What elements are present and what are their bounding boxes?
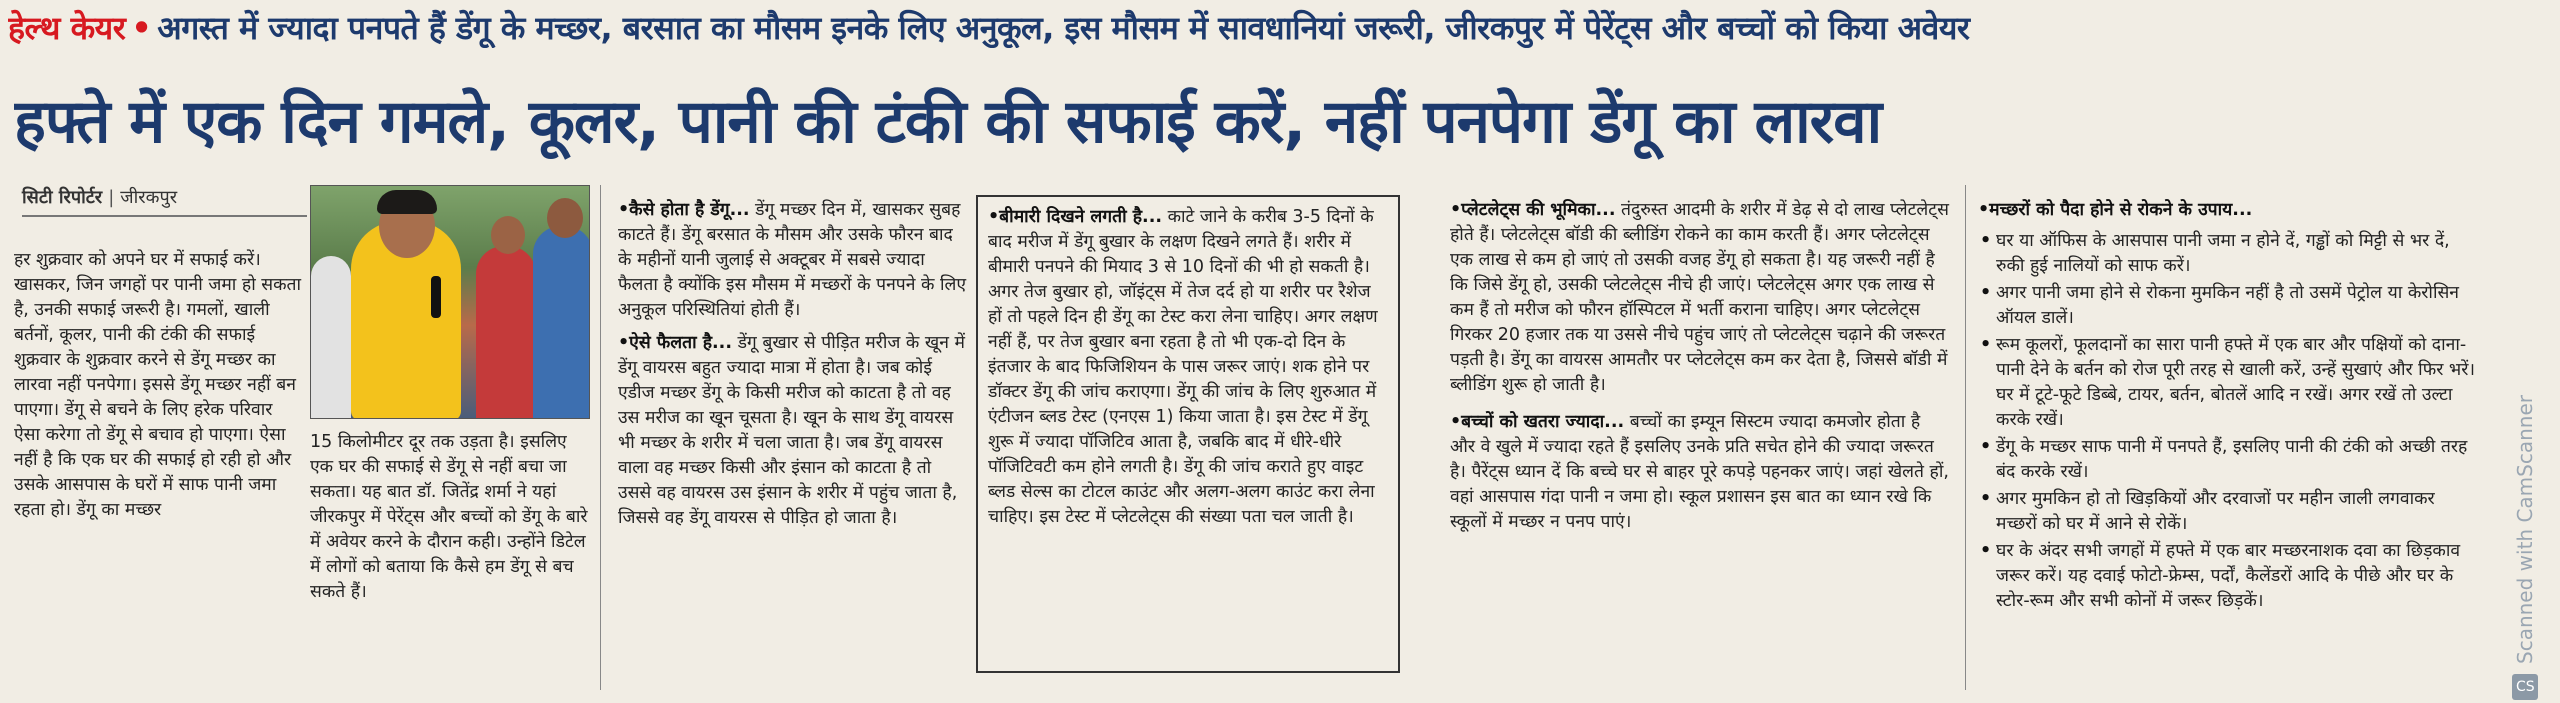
photo-child: [476, 246, 536, 419]
photo-child: [533, 226, 590, 419]
section-children: [1450, 410, 1950, 535]
section-title: •बच्चों को खतरा ज्यादा...: [1450, 412, 1625, 432]
section-title: •प्लेटलेट्स की भूमिका...: [1450, 200, 1616, 220]
section-text: बच्चों का इम्यून सिस्टम ज्यादा कमजोर होता है और वे खुले में ज्यादा रहते हैं इसलिए उनके प्रति सचेत होने की ज्यादा जरूरत है। पैरेंट्स ध्यान दें कि बच्चे घर से बाहर पूरे कपड़े पहनकर जाएं। जहां खेलते हों, वहां आसपास गंदा पानी न जमा हो। स्कूल प्रशासन इस बात का ध्यान रखे कि स्कूलों में मच्छर न पनप पाएं।: [1450, 412, 1949, 532]
photo-child: [311, 256, 351, 419]
section-text: डेंगू बुखार से पीड़ित मरीज के खून में डेंगू वायरस बहुत ज्यादा मात्रा में होता है। जब कोई एडीज मच्छर डेंगू के किसी मरीज को काटता है तो वह उस मरीज का खून चूसता है। खून के साथ डेंगू वायरस भी मच्छर के शरीर में चला जाता है। जब डेंगू वायरस वाला वह मच्छर किसी और इंसान को काटता है तो उससे वह वायरस उस इंसान के शरीर में पहुंच जाता है, जिससे वह डेंगू वायरस से पीड़ित हो जाता है।: [618, 333, 965, 528]
list-item: • घर या ऑफिस के आसपास पानी जमा न होने दें, गड्ढों को मिट्टी से भर दें, रुकी हुई नालियों को साफ करें।: [1978, 229, 2478, 279]
kicker-text: अगस्त में ज्यादा पनपते हैं डेंगू के मच्छर, बरसात का मौसम इनके लिए अनुकूल, इस मौसम में सावधानियां जरूरी, जीरकपुर में पेरेंट्स और बच्चों को किया अवेयर: [157, 9, 1970, 47]
section-text: काटे जाने के करीब 3-5 दिनों के बाद मरीज में डेंगू बुखार के लक्षण दिखने लगते हैं। शरीर में बीमारी पनपने की मियाद 3 से 10 दिनों की भी हो सकती है। अगर तेज बुखार हो, जॉइंट्स में तेज दर्द हो या शरीर पर रैशेज हों तो पहले दिन ही डेंगू का टेस्ट करा लेना चाहिए। अगर लक्षण नहीं हैं, पर तेज बुखार बना रहता है तो भी एक-दो दिन के इंतजार के बाद फिजिशियन के पास जरूर जाएं। शक होने पर डॉक्टर डेंगू की जांच कराएगा। डेंगू की जांच के लिए शुरुआत में एंटीजन ब्लड टेस्ट (एनएस 1) किया जाता है। इस टेस्ट में डेंगू शुरू में ज्यादा पॉजिटिव आता है, जबकि बाद में धीरे-धीरे पॉजिटिवटी कम होने लगती है। डेंगू की जांच कराते हुए वाइट ब्लड सेल्स का टोटल काउंट और अलग-अलग काउंट करा लेना चाहिए। इस टेस्ट में प्लेटलेट्स की संख्या पता चल जाती है।: [988, 207, 1378, 527]
column-1: [14, 248, 304, 688]
photo-speaker-hair: [377, 190, 437, 214]
column-6: [1978, 198, 2478, 693]
column-2: [310, 430, 590, 690]
photo-child-head: [547, 198, 583, 238]
photo-child-head: [491, 216, 525, 254]
prevention-list: [1978, 229, 2478, 614]
list-item: • घर के अंदर सभी जगहों में हफ्ते में एक बार मच्छरनाशक दवा का छिड़काव जरूर करें। यह दवाई फोटो-फ्रेम्स, पर्दों, कैलेंडरों आदि के पीछे और घर के स्टोर-रूम और सभी कोनों में जरूर छिड़कें।: [1978, 539, 2478, 614]
column-5: [1450, 198, 1950, 693]
section-text: डेंगू मच्छर दिन में, खासकर सुबह काटते हैं। डेंगू बरसात के मौसम और उसके फौरन बाद के महीनों यानी जुलाई से अक्टूबर में सबसे ज्यादा फैलता है क्योंकि इस मौसम में मच्छरों के पनपने के लिए अनुकूल परिस्थितियां होती हैं।: [618, 200, 967, 320]
column-3: [618, 198, 968, 693]
column-1-text: हर शुक्रवार को अपने घर में सफाई करें। खासकर, जिन जगहों पर पानी जमा हो सकता है, उनकी सफाई जरूरी है। गमलों, खाली बर्तनों, कूलर, पानी की टंकी की सफाई शुक्रवार के शुक्रवार करने से डेंगू मच्छर का लारवा नहीं पनपेगा। इससे डेंगू मच्छर नहीं बन पाएगा। डेंगू से बचने के लिए हरेक परिवार ऐसा करेगा तो डेंगू से बचाव हो पाएगा। ऐसा नहीं है कि एक घर की सफाई हो रही हो और उसके आसपास के घरों में साफ पानी जमा रहता हो। डेंगू का मच्छर: [14, 250, 302, 520]
news-photo: [310, 185, 590, 419]
column-divider: [1965, 185, 1966, 690]
microphone-icon: [431, 276, 441, 318]
location: जीरकपुर: [120, 187, 178, 208]
watermark-text: Scanned with CamScanner: [2513, 395, 2537, 664]
list-item: • अगर पानी जमा होने से रोकना मुमकिन नहीं है तो उसमें पेट्रोल या केरोसिन ऑयल डालें।: [1978, 281, 2478, 331]
camscanner-watermark: [2510, 320, 2540, 700]
section-spread: [618, 331, 968, 531]
reporter: सिटी रिपोर्टर: [22, 187, 103, 208]
section-title: •बीमारी दिखने लगती है...: [988, 207, 1162, 227]
column-divider: [600, 185, 601, 690]
kicker: [8, 6, 2508, 48]
section-platelets: [1450, 198, 1950, 398]
section-symptoms: [988, 205, 1388, 530]
list-item: • डेंगू के मच्छर साफ पानी में पनपते हैं, इसलिए पानी की टंकी को अच्छी तरह बंद करके रखें।: [1978, 435, 2478, 485]
byline: [22, 185, 307, 217]
byline-separator: |: [108, 187, 115, 208]
list-item: • अगर मुमकिन हो तो खिड़कियों और दरवाजों पर महीन जाली लगवाकर मच्छरों को घर में आने से रोकें।: [1978, 487, 2478, 537]
headline: हफ्ते में एक दिन गमले, कूलर, पानी की टंकी की सफाई करें, नहीं पनपेगा डेंगू का लारवा: [14, 87, 1882, 157]
list-item: • रूम कूलरों, फूलदानों का सारा पानी हफ्ते में एक बार और पक्षियों को दाना-पानी देने के बर्तन को रोज पूरी तरह से खाली करें, उन्हें सुखाएं और फिर भरें। घर में टूटे-फूटे डिब्बे, टायर, बर्तन, बोतलें आदि न रखें। अगर रखें तो उल्टा करके रखें।: [1978, 333, 2478, 433]
section-text: तंदुरुस्त आदमी के शरीर में डेढ़ से दो लाख प्लेटलेट्स होते हैं। प्लेटलेट्स बॉडी की ब्लीडिंग रोकने का काम करती हैं। अगर प्लेटलेट्स एक लाख से कम हो जाएं तो उसकी वजह डेंगू हो सकता है। यह जरूरी नहीं है कि जिसे डेंगू हो, उसकी प्लेटलेट्स नीचे ही जाएं। प्लेटलेट्स अगर एक लाख से कम हैं तो मरीज को फौरन हॉस्पिटल में भर्ती कराना चाहिए। अगर प्लेटलेट्स गिरकर 20 हजार तक या उससे नीचे पहुंच जाएं तो प्लेटलेट्स चढ़ाने की जरूरत पड़ती है। डेंगू का वायरस आमतौर पर प्लेटलेट्स कम कर देता है, जिससे बॉडी में ब्लीडिंग शुरू हो जाती है।: [1450, 200, 1949, 395]
section-title: •ऐसे फैलता है...: [618, 333, 732, 353]
section-title: •कैसे होता है डेंगू...: [618, 200, 750, 220]
camscanner-logo-icon: CS: [2512, 674, 2538, 700]
section-how-dengue: [618, 198, 968, 323]
column-4-box: [976, 195, 1400, 673]
bullet-dot: •: [131, 9, 152, 47]
prevention-title: •मच्छरों को पैदा होने से रोकने के उपाय...: [1978, 200, 2253, 220]
kicker-tag: हेल्थ केयर: [8, 9, 126, 47]
column-2-text: 15 किलोमीटर दूर तक उड़ता है। इसलिए एक घर की सफाई से डेंगू से नहीं बचा जा सकता। यह बात डॉ. जितेंद्र शर्मा ने यहां जीरकपुर में पेरेंट्स और बच्चों को डेंगू के बारे में अवेयर करने के दौरान कही। उन्होंने डिटेल में लोगों को बताया कि कैसे हम डेंगू से बच सकते हैं।: [310, 432, 588, 602]
